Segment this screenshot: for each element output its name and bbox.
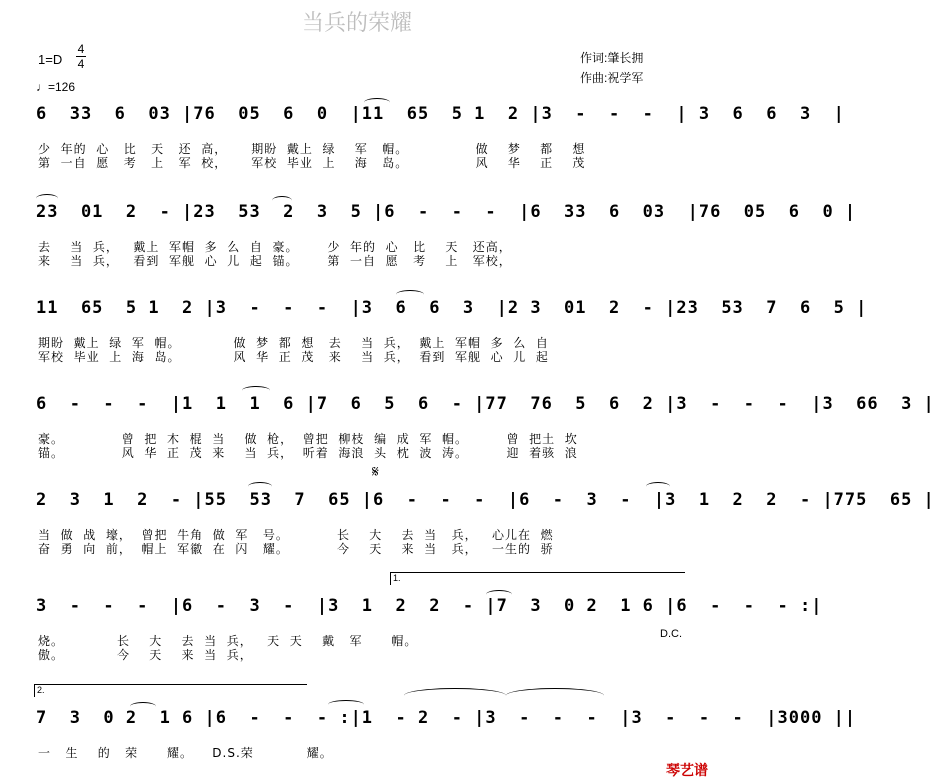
dc-mark: D.C.: [660, 628, 682, 640]
key-label: 1=D: [38, 52, 63, 67]
slur: [486, 590, 512, 599]
volta-2: 2.: [34, 684, 307, 697]
volta-1: 1.: [390, 572, 685, 585]
lyrics-verse-2: 奋 勇 向 前， 帽上 军徽 在 闪 耀。 今 天 来 当 兵， 一生的 骄: [38, 542, 554, 556]
key-signature: [38, 52, 62, 67]
notes-line: 2 3 1 2 - |55 53 7 65 |6 - - - |6 - 3 - |3 1 2 2 - |775 65 |: [36, 490, 935, 510]
tie: [404, 688, 506, 703]
slur: [248, 482, 272, 491]
slur: [242, 386, 270, 395]
slur: [272, 196, 292, 205]
notes-line: 6 - - - |1 1 1 6 |7 6 5 6 - |77 76 5 6 2 |3 - - - |3 66 3 |: [36, 394, 935, 414]
time-top: 4: [77, 42, 85, 56]
notes-line: 6 33 6 03 |76 05 6 0 |11 65 5 1 2 |3 - - - | 3 6 6 3 |: [36, 104, 845, 124]
song-title: 当兵的荣耀: [301, 10, 412, 35]
site-logo: 琴艺谱: [666, 762, 708, 778]
notes-line: 23 01 2 - |23 53 2 3 5 |6 - - - |6 33 6 03 |76 05 6 0 |: [36, 202, 857, 222]
tempo-mark: ♩=126: [36, 80, 76, 94]
lyrics-verse-1: 一 生 的 荣 耀。 D.S.荣 耀。: [38, 746, 333, 760]
tie: [506, 688, 604, 703]
lyrics-verse-2: 傲。 今 天 来 当 兵，: [38, 648, 253, 662]
lyrics-verse-1: 少 年的 心 比 天 还 高， 期盼 戴上 绿 军 帽。 做 梦 都 想: [38, 142, 586, 156]
slur: [130, 702, 156, 711]
lyrics-verse-1: 当 做 战 壕， 曾把 牛角 做 军 号。 长 大 去 当 兵， 心儿在 燃: [38, 528, 554, 542]
slur: [36, 194, 58, 203]
lyricist: 作词:肇长拥: [580, 51, 644, 65]
lyrics-verse-1: 期盼 戴上 绿 军 帽。 做 梦 都 想 去 当 兵， 戴上 军帽 多 么 自: [38, 336, 549, 350]
lyrics-verse-2: 来 当 兵， 看到 军舰 心 儿 起 锚。 第 一自 愿 考 上 军校，: [38, 254, 512, 268]
time-signature: [76, 42, 86, 71]
lyrics-verse-1: 烧。 长 大 去 当 兵， 天 天 戴 军 帽。: [38, 634, 418, 648]
lyrics-verse-1: 豪。 曾 把 木 棍 当 做 枪， 曾把 柳枝 编 成 军 帽。 曾 把土 坎: [38, 432, 578, 446]
slur: [364, 98, 390, 107]
lyrics-verse-1: 去 当 兵， 戴上 军帽 多 么 自 豪。 少 年的 心 比 天 还高，: [38, 240, 512, 254]
notes-line: 11 65 5 1 2 |3 - - - |3 6 6 3 |2 3 01 2 - |23 53 7 6 5 |: [36, 298, 868, 318]
segno-icon: 𝄋: [372, 464, 379, 481]
lyrics-verse-2: 锚。 风 华 正 茂 来 当 兵， 听着 海浪 头 枕 波 涛。 迎 着骇 浪: [38, 446, 578, 460]
notes-line: 7 3 0 2 1 6 |6 - - - :|1 - 2 - |3 - - - |3 - - - |3000 ||: [36, 708, 857, 728]
lyrics-verse-2: 第 一自 愿 考 上 军 校， 军校 毕业 上 海 岛。 风 华 正 茂: [38, 156, 586, 170]
slur: [396, 290, 424, 299]
slur: [646, 482, 670, 491]
notes-line: 3 - - - |6 - 3 - |3 1 2 2 - |7 3 0 2 1 6 |6 - - - :|: [36, 596, 823, 616]
slur: [328, 700, 364, 709]
credits: [580, 48, 643, 88]
time-bottom: 4: [77, 57, 85, 71]
composer: 作曲:祝学军: [580, 71, 644, 85]
lyrics-verse-2: 军校 毕业 上 海 岛。 风 华 正 茂 来 当 兵， 看到 军舰 心 儿 起: [38, 350, 549, 364]
